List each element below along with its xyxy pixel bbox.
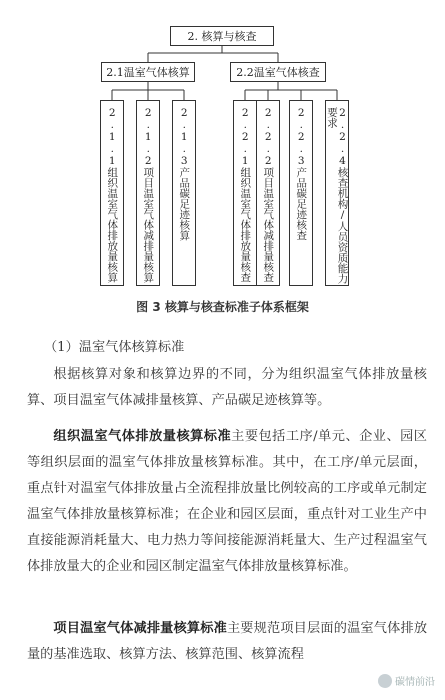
leaf-label: 2.1.1组织温室气体排放量核算: [106, 107, 119, 283]
leaf-label: 2.1.3产品碳足迹核算: [178, 107, 191, 241]
paragraph-3: [27, 616, 427, 668]
section-heading: （1）温室气体核算标准: [44, 340, 185, 355]
paragraph-1: [27, 362, 427, 414]
paragraph-text: 主要规范项目层面的温室气体排放量的基准选取、核算方法、核算范围、核算流程: [27, 621, 428, 662]
leaf-label: 2.2.4核查机构/人员资质能力要求: [326, 107, 349, 284]
leaf-node: [136, 100, 160, 286]
leaf-node: [289, 100, 313, 286]
leaf-node: [100, 100, 124, 286]
leaf-label: 2.2.1组织温室气体排放量核查: [239, 107, 252, 283]
leaf-node: [172, 100, 196, 286]
branch-node-accounting: 2.1温室气体核算: [101, 62, 195, 82]
leaf-label: 2.1.2项目温室气体减排量核算: [142, 107, 155, 283]
paragraph-2: [27, 424, 427, 580]
root-node: 2. 核算与核查: [170, 26, 274, 46]
paragraph-text: 根据核算对象和核算边界的不同，分为组织温室气体排放量核算、项目温室气体减排量核算、产品碳足迹核算等。: [27, 367, 427, 408]
leaf-label: 2.2.2项目温室气体减排量核查: [262, 107, 275, 283]
leaf-node: [256, 100, 280, 286]
leaf-node: [233, 100, 257, 286]
bold-term: 组织温室气体排放量核算标准: [53, 429, 232, 444]
standards-framework-diagram: [0, 0, 445, 295]
watermark-text: 碳情前沿: [395, 677, 435, 688]
bold-term: 项目温室气体减排量核算标准: [53, 621, 227, 636]
watermark: [378, 673, 435, 688]
leaf-node: [325, 100, 349, 286]
wechat-icon: [378, 674, 392, 688]
paragraph-text: 主要包括工序/单元、企业、园区等组织层面的温室气体排放量核算标准。其中，在工序/单元层面，重点针对温室气体排放量占全流程排放量比例较高的工序或单元制定温室气体排放量核算标准；在企业和园区层面，重点针对工业生产中直接能源消耗量大、电力热力等间接能源消耗量大、生产过程温室气体排放量大的企业和园区制定温室气体排放量核算标准。: [27, 429, 427, 574]
figure-caption: 图 3 核算与核查标准子体系框架: [136, 300, 309, 314]
branch-node-verification: 2.2温室气体核查: [230, 62, 326, 82]
leaf-label: 2.2.3产品碳足迹核查: [295, 107, 308, 241]
